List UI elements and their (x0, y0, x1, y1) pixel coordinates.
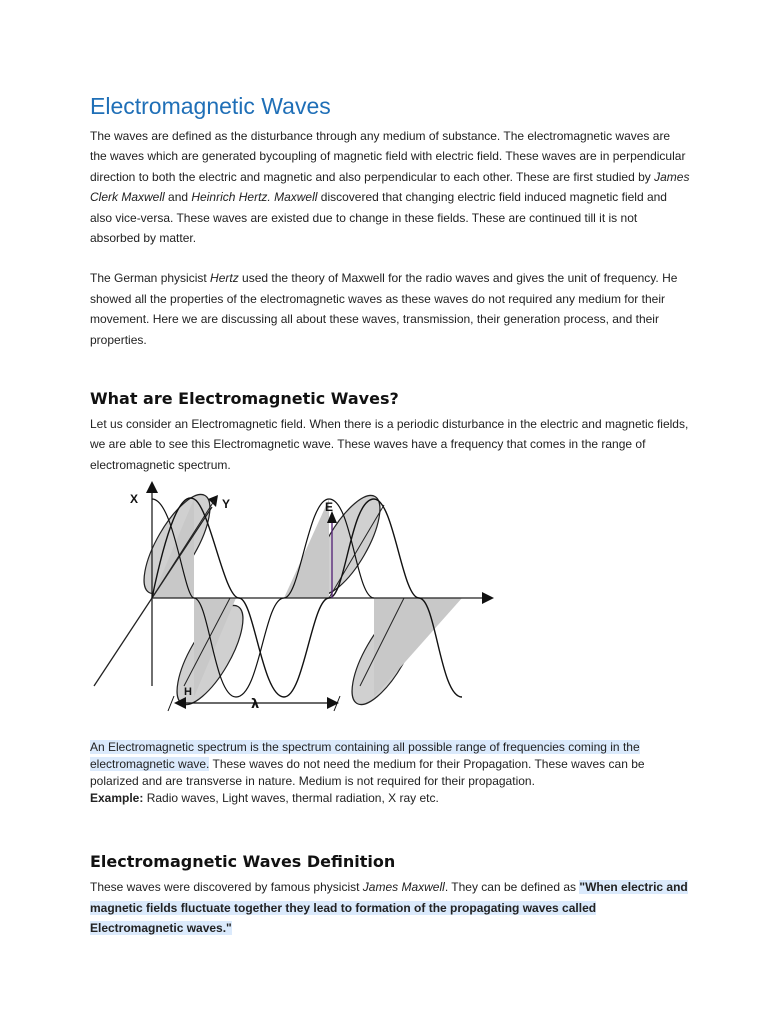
label-x: X (130, 492, 139, 507)
e-field-shade-3 (284, 499, 329, 598)
spectrum-highlight: An Electromagnetic spectrum is the spectrum containing all possible range of frequencies coming in the electromagnetic wave. (90, 740, 640, 772)
label-y: Y (222, 497, 231, 512)
name-maxwell: Maxwell (274, 190, 318, 205)
definition-paragraph (90, 877, 690, 939)
label-h: H (184, 686, 192, 699)
example-label: Example: (90, 791, 144, 806)
name-hertz-full: Heinrich Hertz. (191, 190, 271, 205)
section-what-are-text: Let us consider an Electromagnetic field. When there is a periodic disturbance in the electric and magnetic fields, we are able to see this Electromagnetic wave. These waves have a frequency that comes in the range of electromagnetic spectrum. (90, 417, 689, 472)
em-wave-figure (84, 481, 690, 731)
definition-text-2: . They can be defined as (444, 880, 580, 895)
x-axis-arrow (146, 481, 158, 493)
section-heading-what-are: What are Electromagnetic Waves? (90, 389, 399, 409)
intro-text-2: discovered that changing electric field induced magnetic field and also vice-versa. These waves are existed due to change in these fields. These are continued till it is not absorbed by matter. (90, 190, 667, 246)
intro-and: and (164, 190, 192, 205)
propagation-axis-arrow (482, 592, 494, 604)
em-wave-diagram (84, 481, 504, 731)
name-maxwell-full: James Clerk Maxwell (90, 169, 690, 205)
hertz-text-2: used the theory of Maxwell for the radio waves and gives the unit of frequency. He showed all the properties of the electromagnetic waves as these waves do not required any medium for their movement. Here we are discussing all about these waves, transmission, their generation process, and their properties. (90, 271, 678, 347)
hertz-text-1: The German physicist (90, 271, 211, 286)
name-hertz: Hertz (210, 271, 239, 286)
definition-text-1: These waves were discovered by famous physicist (90, 880, 363, 895)
page-title: Electromagnetic Waves (90, 93, 331, 119)
intro-paragraph (90, 126, 690, 248)
spectrum-text: These waves do not need the medium for their Propagation. These waves can be polarized and are transverse in nature. Medium is not required for their propagation. (90, 757, 645, 789)
example-text: Radio waves, Light waves, thermal radiation, X ray etc. (143, 791, 439, 806)
name-james-maxwell: James Maxwell (362, 880, 445, 895)
example-line (90, 790, 690, 807)
label-e: E (325, 500, 334, 515)
intro-text-1: The waves are defined as the disturbance through any medium of substance. The electromagnetic waves are the waves which are generated bycoupling of magnetic field with electric field. These waves are in perpendicular direction to both the electric and magnetic and also perpendicular to each other. These are first studied by (90, 129, 686, 184)
label-lambda: λ (251, 697, 260, 713)
document-page (90, 92, 690, 939)
hertz-paragraph (90, 268, 690, 350)
definition-quote: "When electric and magnetic fields fluctuate together they lead to formation of the propagating waves called Electromagnetic waves." (90, 880, 688, 936)
section-heading-definition: Electromagnetic Waves Definition (90, 852, 396, 872)
lambda-tick-left (168, 696, 174, 711)
spectrum-paragraph (90, 739, 690, 790)
